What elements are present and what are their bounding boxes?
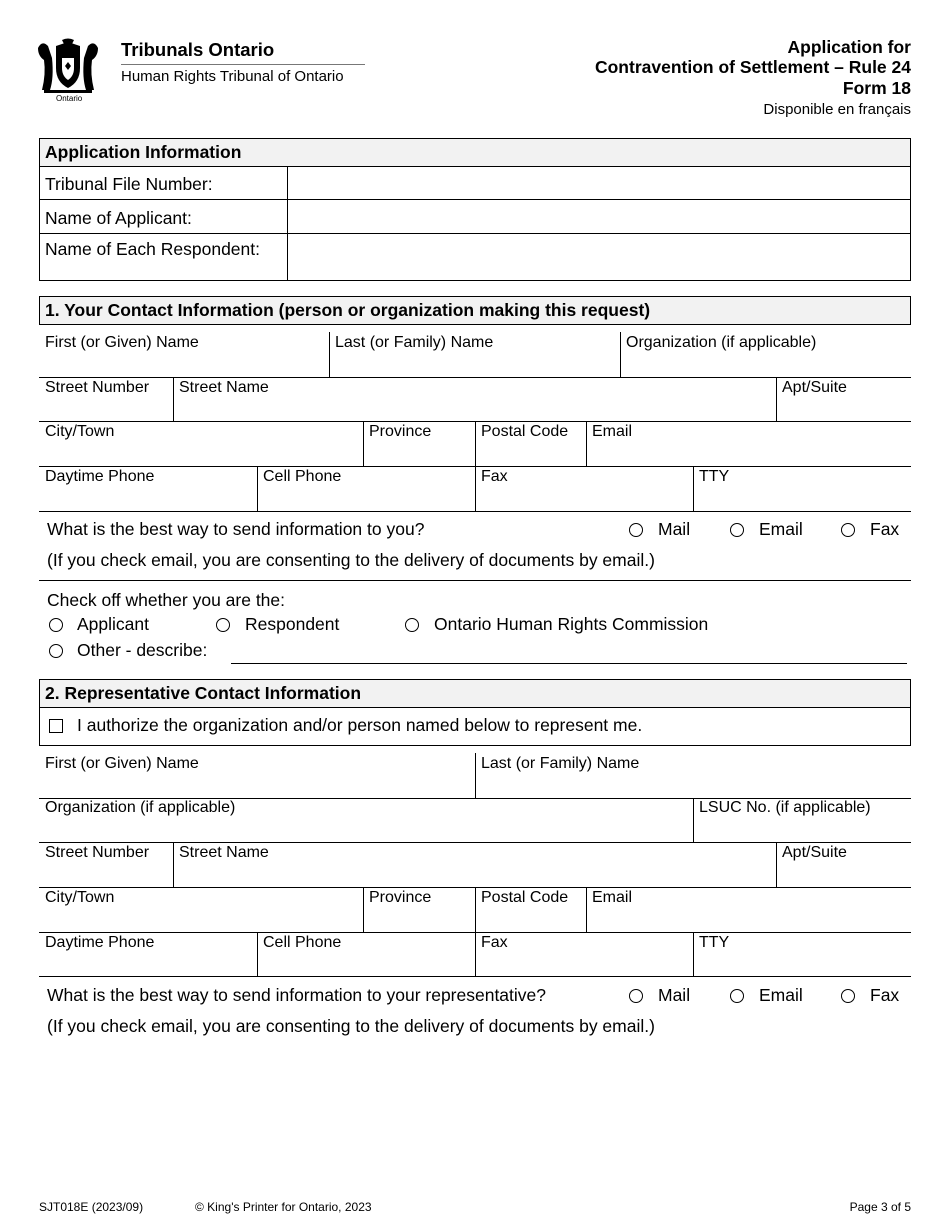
copyright: © King's Printer for Ontario, 2023 — [195, 1200, 372, 1214]
applicant-name-label: Name of Applicant: — [45, 208, 192, 228]
s2-province-input[interactable] — [364, 907, 474, 931]
s2-organization-label: Organization (if applicable) — [45, 799, 236, 816]
s1-day-phone-label: Daytime Phone — [45, 468, 155, 485]
s1-radio-email[interactable] — [730, 523, 744, 537]
s2-postal-input[interactable] — [476, 907, 585, 931]
s1-last-name-input[interactable] — [330, 352, 619, 376]
s1-radio-email-label: Email — [759, 519, 803, 539]
role-respondent-label: Respondent — [245, 614, 340, 634]
s1-city-input[interactable] — [40, 441, 362, 465]
s1-street-number-input[interactable] — [40, 397, 172, 420]
s1-consent-note: (If you check email, you are consenting to the delivery of documents by email.) — [47, 550, 655, 570]
s1-apt-input[interactable] — [777, 397, 910, 420]
s2-fax-label: Fax — [481, 934, 508, 951]
s2-first-name-label: First (or Given) Name — [45, 755, 199, 772]
authorize-label: I authorize the organization and/or person named below to represent me. — [77, 715, 643, 735]
s1-send-question: What is the best way to send information to you? — [47, 519, 425, 539]
s2-cell-phone-input[interactable] — [258, 952, 474, 975]
logo-caption: Ontario — [56, 94, 83, 103]
s1-organization-label: Organization (if applicable) — [626, 334, 817, 351]
s1-first-name-input[interactable] — [40, 352, 328, 376]
s2-street-number-input[interactable] — [40, 862, 172, 886]
s2-day-phone-input[interactable] — [40, 952, 256, 975]
form-title-line1: Application for — [787, 37, 911, 57]
role-applicant-radio[interactable] — [49, 618, 63, 632]
role-ohrc-label: Ontario Human Rights Commission — [434, 614, 709, 634]
s2-email-input[interactable] — [587, 907, 910, 931]
s1-province-label: Province — [369, 423, 432, 440]
form-number: Form 18 — [842, 78, 911, 98]
s2-radio-mail-label: Mail — [658, 985, 691, 1005]
s2-consent-note: (If you check email, you are consenting to the delivery of documents by email.) — [47, 1016, 655, 1036]
s1-radio-mail[interactable] — [629, 523, 643, 537]
s1-postal-input[interactable] — [476, 441, 585, 465]
role-other-input[interactable] — [231, 640, 907, 663]
role-ohrc-radio[interactable] — [405, 618, 419, 632]
s2-cell-phone-label: Cell Phone — [263, 934, 342, 951]
s2-send-question: What is the best way to send information to your representative? — [47, 985, 547, 1005]
s1-tty-input[interactable] — [694, 486, 910, 510]
s2-radio-mail[interactable] — [629, 989, 643, 1003]
s1-street-name-input[interactable] — [174, 397, 775, 420]
section2-heading-text: 2. Representative Contact Information — [45, 683, 362, 703]
s1-email-label: Email — [592, 423, 633, 440]
s2-tty-input[interactable] — [694, 952, 910, 975]
s2-tty-label: TTY — [699, 934, 730, 951]
s1-first-name-label: First (or Given) Name — [45, 334, 199, 351]
s2-email-label: Email — [592, 889, 633, 906]
s1-fax-input[interactable] — [476, 486, 692, 510]
s1-last-name-label: Last (or Family) Name — [335, 334, 494, 351]
s2-radio-fax[interactable] — [841, 989, 855, 1003]
role-applicant-label: Applicant — [77, 614, 149, 634]
s1-radio-fax[interactable] — [841, 523, 855, 537]
org-subtitle: Human Rights Tribunal of Ontario — [121, 68, 344, 85]
section2-heading — [39, 679, 911, 708]
section1-heading — [39, 296, 911, 325]
divider — [39, 377, 911, 378]
s1-fax-label: Fax — [481, 468, 508, 485]
role-respondent-radio[interactable] — [216, 618, 230, 632]
s1-street-name-label: Street Name — [179, 379, 269, 396]
s1-street-number-label: Street Number — [45, 379, 150, 396]
s2-street-name-label: Street Name — [179, 844, 269, 861]
s1-day-phone-input[interactable] — [40, 486, 256, 510]
page-number: Page 3 of 5 — [849, 1200, 911, 1214]
s1-radio-mail-label: Mail — [658, 519, 691, 539]
s2-lsuc-input[interactable] — [694, 817, 910, 841]
s1-province-input[interactable] — [364, 441, 474, 465]
s2-fax-input[interactable] — [476, 952, 692, 975]
divider — [39, 842, 911, 843]
s2-province-label: Province — [369, 889, 432, 906]
org-name: Tribunals Ontario — [121, 39, 275, 60]
s2-city-label: City/Town — [45, 889, 115, 906]
role-other-label: Other - describe: — [77, 640, 208, 660]
role-other-radio[interactable] — [49, 644, 63, 658]
s2-postal-label: Postal Code — [481, 889, 569, 906]
file-number-input[interactable] — [288, 167, 910, 199]
form-code: SJT018E (2023/09) — [39, 1200, 144, 1214]
s1-organization-input[interactable] — [621, 352, 910, 376]
s2-last-name-input[interactable] — [476, 773, 910, 797]
s2-apt-input[interactable] — [777, 862, 910, 886]
s2-radio-email-label: Email — [759, 985, 803, 1005]
authorize-checkbox[interactable] — [49, 719, 63, 733]
header-divider — [121, 64, 365, 65]
s2-radio-fax-label: Fax — [870, 985, 900, 1005]
s1-radio-fax-label: Fax — [870, 519, 900, 539]
french-link[interactable]: Disponible en français — [763, 101, 911, 118]
s1-postal-label: Postal Code — [481, 423, 569, 440]
respondent-names-label: Name of Each Respondent: — [45, 239, 260, 259]
s1-cell-phone-input[interactable] — [258, 486, 474, 510]
section1-heading-text: 1. Your Contact Information (person or organization making this request) — [45, 300, 651, 320]
divider — [231, 663, 907, 664]
app-info-heading: Application Information — [45, 142, 242, 162]
s2-city-input[interactable] — [40, 907, 362, 931]
s2-organization-input[interactable] — [40, 817, 692, 841]
s1-check-off-prompt: Check off whether you are the: — [47, 590, 286, 610]
s1-tty-label: TTY — [699, 468, 730, 485]
file-number-label: Tribunal File Number: — [45, 174, 213, 194]
s2-first-name-input[interactable] — [40, 773, 474, 797]
s1-city-label: City/Town — [45, 423, 115, 440]
s2-lsuc-label: LSUC No. (if applicable) — [699, 799, 871, 816]
s1-email-input[interactable] — [587, 441, 910, 465]
s1-apt-label: Apt/Suite — [782, 379, 847, 396]
s2-street-name-input[interactable] — [174, 862, 775, 886]
divider — [39, 511, 911, 512]
ontario-logo — [36, 38, 104, 106]
form-title-line2: Contravention of Settlement – Rule 24 — [594, 57, 911, 77]
respondent-names-input[interactable] — [288, 234, 910, 280]
s2-radio-email[interactable] — [730, 989, 744, 1003]
coat-of-arms-icon — [36, 38, 100, 96]
s2-street-number-label: Street Number — [45, 844, 150, 861]
divider — [39, 580, 911, 581]
applicant-name-input[interactable] — [288, 200, 910, 233]
s2-last-name-label: Last (or Family) Name — [481, 755, 640, 772]
s2-day-phone-label: Daytime Phone — [45, 934, 155, 951]
divider — [39, 976, 911, 977]
s2-apt-label: Apt/Suite — [782, 844, 847, 861]
s1-cell-phone-label: Cell Phone — [263, 468, 342, 485]
